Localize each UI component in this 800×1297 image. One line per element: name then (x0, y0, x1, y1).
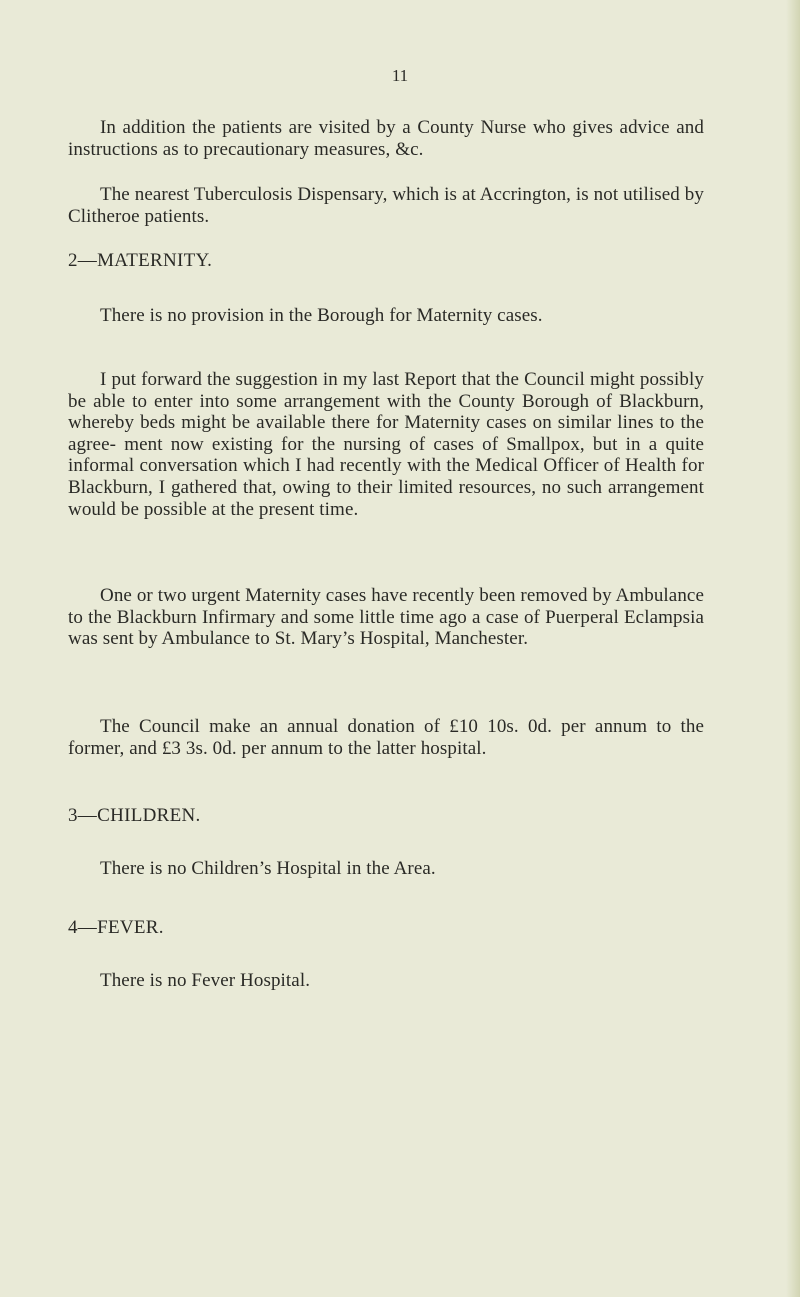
paragraph-urgent-cases: One or two urgent Maternity cases have recently been removed by Ambulance to the Blackburn Infirmary and some little time ago a case of Puerperal Eclampsia was sent by Ambulance to St. Mary’s Hospital, Manchester. (68, 585, 704, 650)
paragraph-maternity-suggestion: I put forward the suggestion in my last Report that the Council might possibly be able to enter into some arrangement with the County Borough of Blackburn, whereby beds might be available there for Maternity cases on similar lines to the agree- ment now existing for the nursing of cases of Smallpox, but in a quite informal conversation which I had recently with the Medical Officer of Health for Blackburn, I gathered that, owing to their limited resources, no such arrangement would be possible at the present time. (68, 369, 704, 520)
heading-children: 3—CHILDREN. (68, 805, 201, 826)
paragraph-annual-donation: The Council make an annual donation of £10 10s. 0d. per annum to the former, and £3 3s. 0d. per annum to the latter hospital. (68, 716, 704, 759)
page-number: 11 (391, 66, 409, 85)
heading-fever: 4—FEVER. (68, 917, 164, 938)
paragraph-fever-hospital: There is no Fever Hospital. (100, 970, 311, 991)
paragraph-children-hospital: There is no Children’s Hospital in the Area. (100, 858, 436, 879)
heading-maternity: 2—MATERNITY. (68, 250, 213, 271)
paragraph-tuberculosis-dispensary: The nearest Tuberculosis Dispensary, which is at Accrington, is not utilised by Clitheroe patients. (68, 184, 704, 227)
paragraph-maternity-provision: There is no provision in the Borough for Maternity cases. (100, 305, 543, 326)
paragraph-county-nurse: In addition the patients are visited by a County Nurse who gives advice and instructions as to precautionary measures, &c. (68, 117, 704, 160)
page-edge-shadow (786, 0, 800, 1297)
